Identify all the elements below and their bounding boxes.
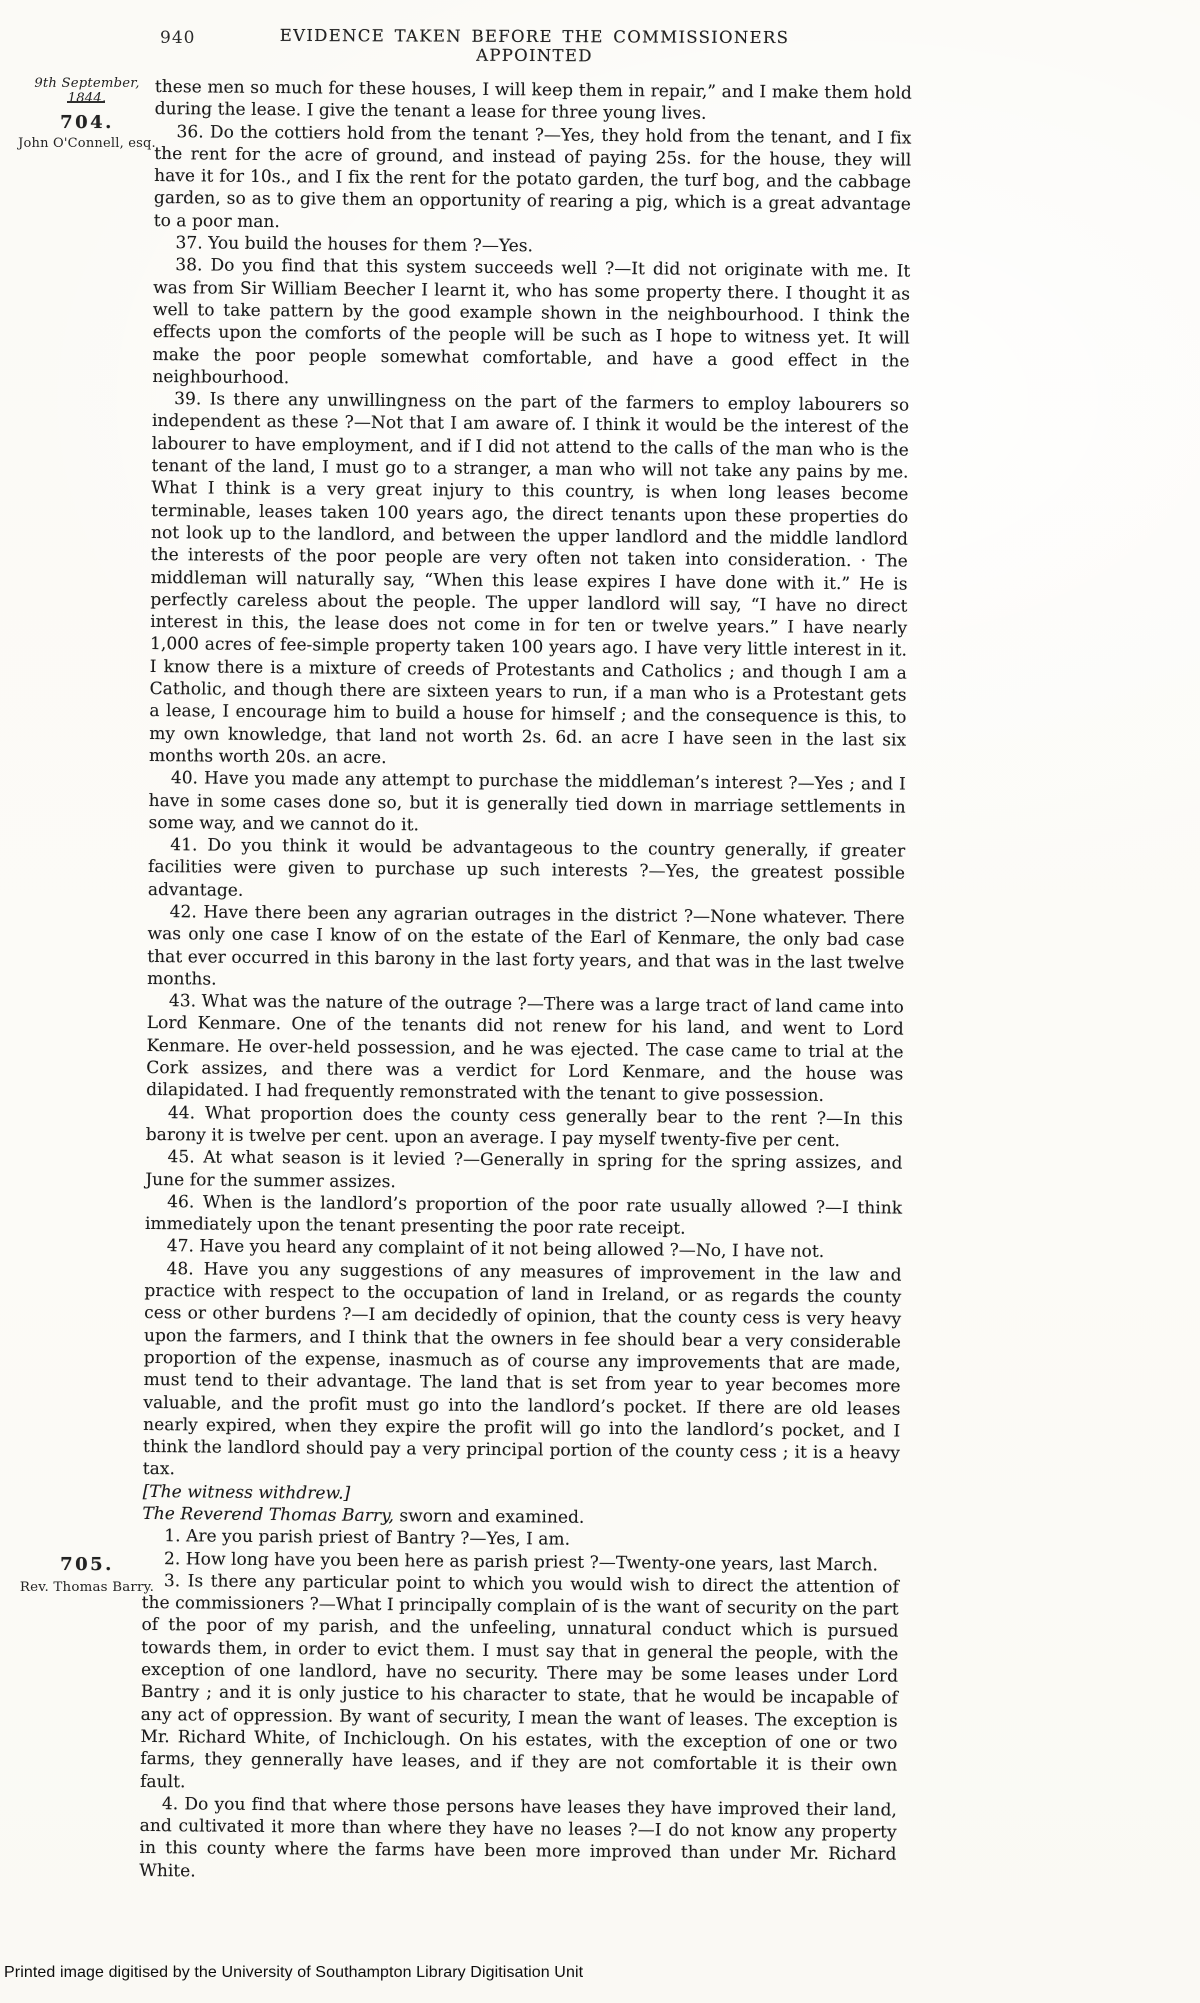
qa-paragraph-b2: 2. How long have you been here as parish priest ?—Twenty-one years, last March.: [163, 1548, 879, 1575]
margin-date-note: 9th September, 1844.: [34, 76, 140, 106]
witness-name-705: Rev. Thomas Barry.: [19, 1580, 155, 1595]
qa-paragraph-36: 36. Do the cottiers hold from the tenant ?—Yes, they hold from the tenant, and I fix the rent for the acre of ground, and instead of paying 25s. for the house, they will have it for 10s., and I fix the rent for the potato garden, the turf bog, and the cabbage garden, so as to give them an opportunity of rearing a pig, which is a great advantage to a poor man.: [153, 121, 912, 232]
entry-number-705: 705.: [60, 1554, 114, 1575]
qa-paragraph-44: 44. What proportion does the county cess generally bear to the rent ?—In this barony it is twelve per cent. upon an average. I pay myself twenty-five per cent.: [145, 1102, 904, 1151]
qa-paragraph-48: 48. Have you any suggestions of any measures of improvement in the law and practice with respect to the occupation of land in Ireland, or as regards the county cess or other burdens ?—I am decidedly of opinion, that the county cess is very heavy upon the farmers, and I think that the owners in fee should bear a very considerable proportion of the expense, inasmuch as of course any improvements that are made, must tend to their advantage. The land that is set from year to year becomes more valuable, and the profit must go into the landlord’s pocket. If there are old leases nearly expired, when they expire the profit will go into the landlord’s pocket, and I think the landlord should pay a very principal portion of the county cess ; it is a heavy tax.: [142, 1258, 902, 1480]
witness-heading-rest: sworn and examined.: [393, 1506, 585, 1528]
entry-number-704: 704.: [60, 112, 114, 133]
page-header: [0, 25, 1200, 66]
qa-paragraph-b3: 3. Is there any particular point to which you would wish to direct the attention of the commissioners ?—What I principally complain of is the want of security on the part of the poor of my parish, and the unfeeling, unnatural conduct which is pursued towards them, in order to evict them. I must say that in general the people, with the exception of one landlord, have no security. There may be some leases under Lord Bantry ; and it is only justice to his character to state, that he would be incapable of any act of oppression. By want of security, I mean the want of leases. The exception is Mr. Richard White, of Inchiclough. On his estates, with the exception of one or two farms, they gennerally have leases, and if they are not comfortable it is their own fault.: [140, 1571, 899, 1792]
date-rule: [67, 101, 105, 103]
qa-paragraph-46: 46. When is the landlord’s proportion of the poor rate usually allowed ?—I think immediately upon the tenant presenting the poor rate receipt.: [144, 1191, 903, 1239]
qa-paragraph-b1: 1. Are you parish priest of Bantry ?—Yes, I am.: [164, 1526, 571, 1550]
running-title: EVIDENCE TAKEN BEFORE THE COMMISSIONERS APPOINTED: [279, 25, 790, 66]
qa-paragraph-47: 47. Have you heard any complaint of it not being allowed ?—No, I have not.: [166, 1236, 825, 1263]
qa-paragraph-b4: 4. Do you find that where those persons have leases they have improved their land, and cultivated it more than where they have no leases ?—I do not know any property in this county where the farms have been more improved than under Mr. Richard White.: [139, 1793, 897, 1882]
page-number: 940: [160, 28, 196, 48]
qa-paragraph-43: 43. What was the nature of the outrage ?—There was a large tract of land came into Lord Kenmare. One of the tenants did not renew for his land, and went to Lord Kenmare. He over-held possession, and he was ejected. The case came to trial at the Cork assizes, and there was a verdict for Lord Kenmare, and the house was dilapidated. I had frequently remonstrated with the tenant to give possession.: [146, 991, 904, 1107]
witness-heading-name: The Reverend Thomas Barry,: [142, 1503, 395, 1527]
qa-paragraph-38: 38. Do you find that this system succeeds well ?—It did not originate with me. It was from Sir William Beecher I learnt it, who has some property there. I thought it as well to take pattern by the good example shown in the neighbourhood. I think the effects upon the comforts of the people will be such as I hope to witness yet. It will make the poor people somewhat comfortable, and have a good effect in the neighbourhood.: [152, 255, 911, 389]
main-text-column: [139, 76, 912, 1889]
qa-paragraph-42: 42. Have there been any agrarian outrages in the district ?—None whatever. There was only one case I know of on the estate of the Earl of Kenmare, the only bad case that ever occurred in this barony in the last forty years, and that was in the last twelve months.: [147, 902, 905, 990]
footer-credit: Printed image digitised by the University of Southampton Library Digitisation Unit: [4, 1964, 584, 1981]
continuation-paragraph: these men so much for these houses, I will keep them in repair,” and I make them hold during the lease. I give the tenant a lease for three young lives.: [154, 76, 912, 125]
qa-paragraph-37: 37. You build the houses for them ?—Yes.: [175, 233, 534, 257]
qa-paragraph-40: 40. Have you made any attempt to purchase the middleman’s interest ?—Yes ; and I have in some cases done so, but it is generally tied down in marriage settlements in some way, and we cannot do it.: [148, 768, 906, 836]
witness-name-704: John O'Connell, esq.: [18, 136, 156, 151]
qa-paragraph-39: 39. Is there any unwillingness on the part of the farmers to employ labourers so independent as these ?—Not that I am aware of. I think it would be the interest of the labourer to have employment, and if I did not attend to the calls of the man who is the tenant of the land, I must go to a stranger, a man who will not take any pains by me. What I think is a very great injury to this country, is when long leases become terminable, leases taken 100 years ago, the direct tenants upon these properties do not look up to the landlord, and between the upper landlord and the middle landlord the interests of the poor people are very often not taken into consideration. · The middleman will naturally say, “When this lease expires I have done with it.” He is perfectly careless about the people. The upper landlord will say, “I have no direct interest in this, the lease does not come in for ten or twelve years.” I have nearly 1,000 acres of fee-simple property taken 100 years ago. I have very little interest in it. I know there is a mixture of creeds of Protestants and Catholics ; and though I am a Catholic, and though there are sixteen years to run, if a man who is a Protestant gets a lease, I encourage him to build a house for himself ; and the consequence is this, to my own knowledge, that land not worth 2s. 6d. an acre I have seen in the last six months worth 20s. an acre.: [148, 389, 910, 768]
qa-paragraph-41: 41. Do you think it would be advantageous to the country generally, if greater facilities were given to purchase up such interests ?—Yes, the greatest possible advantage.: [147, 835, 906, 901]
qa-paragraph-45: 45. At what season is it levied ?—Generally in spring for the spring assizes, and June for the summer assizes.: [145, 1147, 903, 1192]
witness-withdrew-line: [The witness withdrew.]: [142, 1481, 351, 1504]
